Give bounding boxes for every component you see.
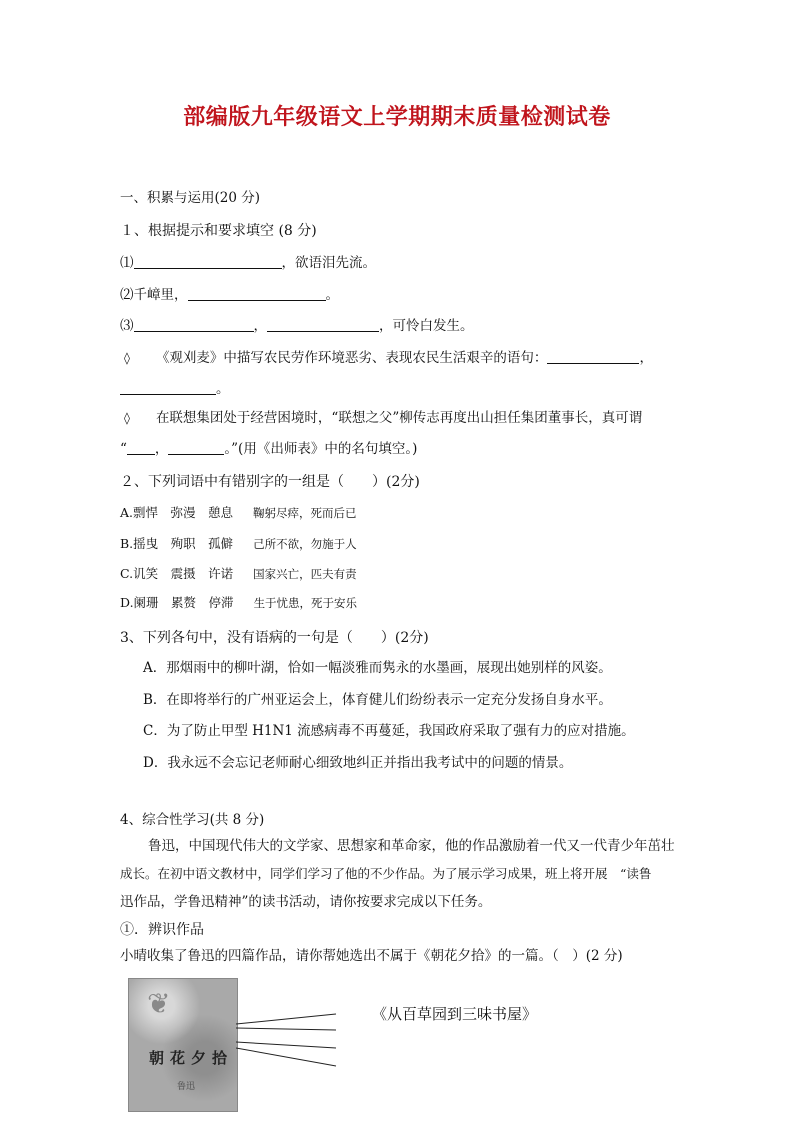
- question-1-header: １、根据提示和要求填空 (8 分): [120, 223, 317, 239]
- question-1-line-4: [124, 349, 653, 368]
- question-1-line-1: [120, 254, 376, 273]
- question-2-option-b[interactable]: [120, 536, 357, 552]
- item-text: ，: [154, 441, 169, 457]
- question-2-header: ２、下列词语中有错别字的一组是（ ）(2分): [120, 474, 420, 490]
- cover-author: 鲁迅: [177, 1082, 196, 1092]
- answer-blank[interactable]: [188, 286, 326, 301]
- question-4-subtask-1: ①．辨识作品: [120, 922, 204, 938]
- question-3-option-c[interactable]: C．为了防止甲型 H1N1 流感病毒不再蔓延，我国政府采取了强有力的应对措施。: [143, 723, 635, 739]
- cover-title: 朝花夕拾: [149, 1049, 234, 1067]
- matching-option-1[interactable]: 《从百草园到三味书屋》: [372, 1005, 538, 1023]
- question-4-subtask-1-question: 小晴收集了鲁迅的四篇作品，请你帮她选出不属于《朝花夕拾》的一篇。（ ）(2 分): [120, 948, 623, 964]
- answer-blank[interactable]: [134, 254, 282, 269]
- item-number: ⑶: [120, 318, 134, 334]
- section-heading-1: 一、积累与运用(20 分): [120, 190, 261, 206]
- option-words: B.摇曳 殉职 孤僻: [120, 536, 234, 551]
- bullet-icon: ◊: [124, 351, 130, 365]
- question-4-paragraph-2: 成长。在初中语文教材中，同学们学习了他的不少作品。为了展示学习成果，班上将开展 “读鲁: [120, 866, 652, 881]
- question-4-paragraph-3: 迅作品，学鲁迅精神”的读书活动，请你按要求完成以下任务。: [120, 894, 492, 910]
- question-4-paragraph-1: 鲁迅，中国现代伟大的文学家、思想家和革命家，他的作品激励着一代又一代青少年茁壮: [148, 838, 675, 854]
- question-3-option-b[interactable]: B．在即将举行的广州亚运会上，体育健儿们纷纷表示一定充分发扬自身水平。: [143, 692, 612, 708]
- question-2-option-d[interactable]: [120, 595, 357, 611]
- option-words: A.剽悍 弥漫 憩息: [120, 505, 234, 520]
- bullet-icon: ◊: [124, 411, 130, 425]
- question-2-option-c[interactable]: [120, 566, 357, 582]
- item-text: 《观刈麦》中描写农民劳作环境恶劣、表现农民生活艰辛的语句：: [155, 350, 548, 366]
- item-text: ，: [639, 350, 653, 366]
- option-idiom: 己所不欲，勿施于人: [253, 537, 357, 551]
- item-text: 。”(用《出师表》中的名句填空。): [224, 441, 418, 457]
- matching-line-2[interactable]: [236, 1028, 336, 1030]
- item-text: 在联想集团处于经营困境时，“联想之父”柳传志再度出山担任集团董事长，真可谓: [155, 410, 643, 426]
- cover-decoration-icon: ❦: [147, 987, 171, 1020]
- matching-line-3[interactable]: [236, 1042, 336, 1048]
- option-idiom: 鞠躬尽瘁，死而后已: [253, 506, 357, 520]
- option-idiom: 国家兴亡，匹夫有责: [253, 567, 357, 581]
- question-1-line-4b: [120, 380, 230, 399]
- answer-blank[interactable]: [127, 440, 155, 455]
- option-words: D.阑珊 累赘 停滞: [120, 595, 234, 610]
- question-1-line-5b: [120, 440, 417, 459]
- matching-lines: [236, 990, 346, 1070]
- question-3-option-a[interactable]: A．那烟雨中的柳叶湖，恰如一幅淡雅而隽永的水墨画，展现出她别样的风姿。: [143, 660, 612, 676]
- matching-line-1[interactable]: [236, 1014, 336, 1024]
- question-1-line-5: [124, 410, 642, 428]
- answer-blank[interactable]: [134, 317, 254, 332]
- question-1-line-2: [120, 286, 339, 305]
- question-1-line-3: [120, 317, 474, 336]
- answer-blank[interactable]: [168, 440, 224, 455]
- item-text: 。: [216, 381, 230, 397]
- answer-blank[interactable]: [267, 317, 379, 332]
- item-number: ⑴: [120, 255, 134, 271]
- answer-blank[interactable]: [547, 349, 639, 364]
- question-3-header: 3、下列各句中，没有语病的一句是（ ）(2分): [120, 630, 429, 646]
- option-idiom: 生于忧患，死于安乐: [253, 596, 358, 610]
- item-text: “: [120, 441, 127, 457]
- option-words: C.讥笑 震摄 许诺: [120, 566, 234, 581]
- item-text: ，: [253, 318, 267, 334]
- answer-blank[interactable]: [120, 380, 216, 395]
- item-text: ⑵千嶂里，: [120, 287, 188, 303]
- matching-line-4[interactable]: [236, 1048, 336, 1066]
- question-2-option-a[interactable]: [120, 505, 357, 521]
- item-text: ，欲语泪先流。: [281, 255, 376, 271]
- item-text: 。: [325, 287, 339, 303]
- item-text: ，可怜白发生。: [379, 318, 474, 334]
- page-title: 部编版九年级语文上学期期末质量检测试卷: [183, 105, 611, 130]
- question-3-option-d[interactable]: D．我永远不会忘记老师耐心细致地纠正并指出我考试中的问题的情景。: [143, 755, 573, 771]
- question-4-header: 4、综合性学习(共 8 分): [120, 812, 265, 828]
- book-cover-image: [128, 978, 238, 1112]
